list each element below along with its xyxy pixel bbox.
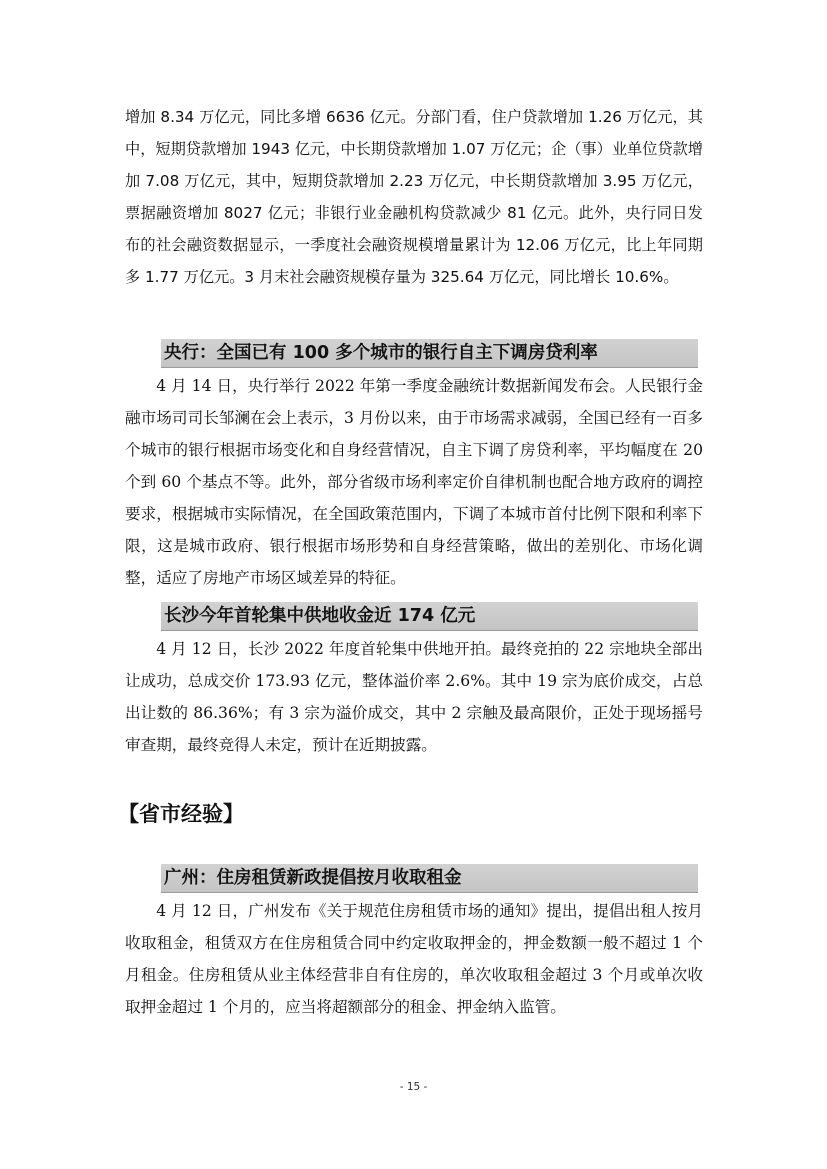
article-body-changsha-land-supply: 4 月 12 日，长沙 2022 年度首轮集中供地开拍。最终竞拍的 22 宗地块全部出让成功，总成交价 173.93 亿元，整体溢价率 2.6%。其中 19 宗为底价成交，占总出让数的 86.36%；有 3 宗为溢价成交，其中 2 宗触及最高限价，正处于现场摇号审查期，最终竞得人未定，预计在近期披露。 <box>125 640 703 754</box>
article-heading-guangzhou-rental-policy: 广州：住房租赁新政提倡按月收取租金 <box>161 864 698 893</box>
section-title-provincial-experience: 【省市经验】 <box>118 802 244 826</box>
page-number: - 15 - <box>399 1081 428 1093</box>
intro-paragraph: 增加 8.34 万亿元，同比多增 6636 亿元。分部门看，住户贷款增加 1.26 万亿元，其中，短期贷款增加 1943 亿元，中长期贷款增加 1.07 万亿元；企（事）业单位贷款增加 7.08 万亿元，其中，短期贷款增加 2.23 万亿元，中长期贷款增加 3.95 万亿元，票据融资增加 8027 亿元；非银行业金融机构贷款减少 81 亿元。此外，央行同日发布的社会融资数据显示，一季度社会融资规模增量累计为 12.06 万亿元，比上年同期多 1.77 万亿元。3 月末社会融资规模存量为 325.64 万亿元，同比增长 10.6%。 <box>125 108 703 286</box>
article-heading-changsha-land-supply: 长沙今年首轮集中供地收金近 174 亿元 <box>161 602 698 631</box>
article-body-guangzhou-rental-policy: 4 月 12 日，广州发布《关于规范住房租赁市场的通知》提出，提倡出租人按月收取租金，租赁双方在住房租赁合同中约定收取押金的，押金数额一般不超过 1 个月租金。住房租赁从业主体经营非自有住房的，单次收取租金超过 3 个月或单次收取押金超过 1 个月的，应当将超额部分的租金、押金纳入监管。 <box>125 902 703 1016</box>
article-body-pboc-mortgage-rate: 4 月 14 日，央行举行 2022 年第一季度金融统计数据新闻发布会。人民银行金融市场司司长邹澜在会上表示，3 月份以来，由于市场需求减弱，全国已经有一百多个城市的银行根据市场变化和自身经营情况，自主下调了房贷利率，平均幅度在 20 个到 60 个基点不等。此外，部分省级市场利率定价自律机制也配合地方政府的调控要求，根据城市实际情况，在全国政策范围内，下调了本城市首付比例下限和利率下限，这是城市政府、银行根据市场形势和自身经营策略，做出的差别化、市场化调整，适应了房地产市场区域差异的特征。 <box>125 377 703 587</box>
article-heading-pboc-mortgage-rate: 央行：全国已有 100 多个城市的银行自主下调房贷利率 <box>161 339 698 368</box>
